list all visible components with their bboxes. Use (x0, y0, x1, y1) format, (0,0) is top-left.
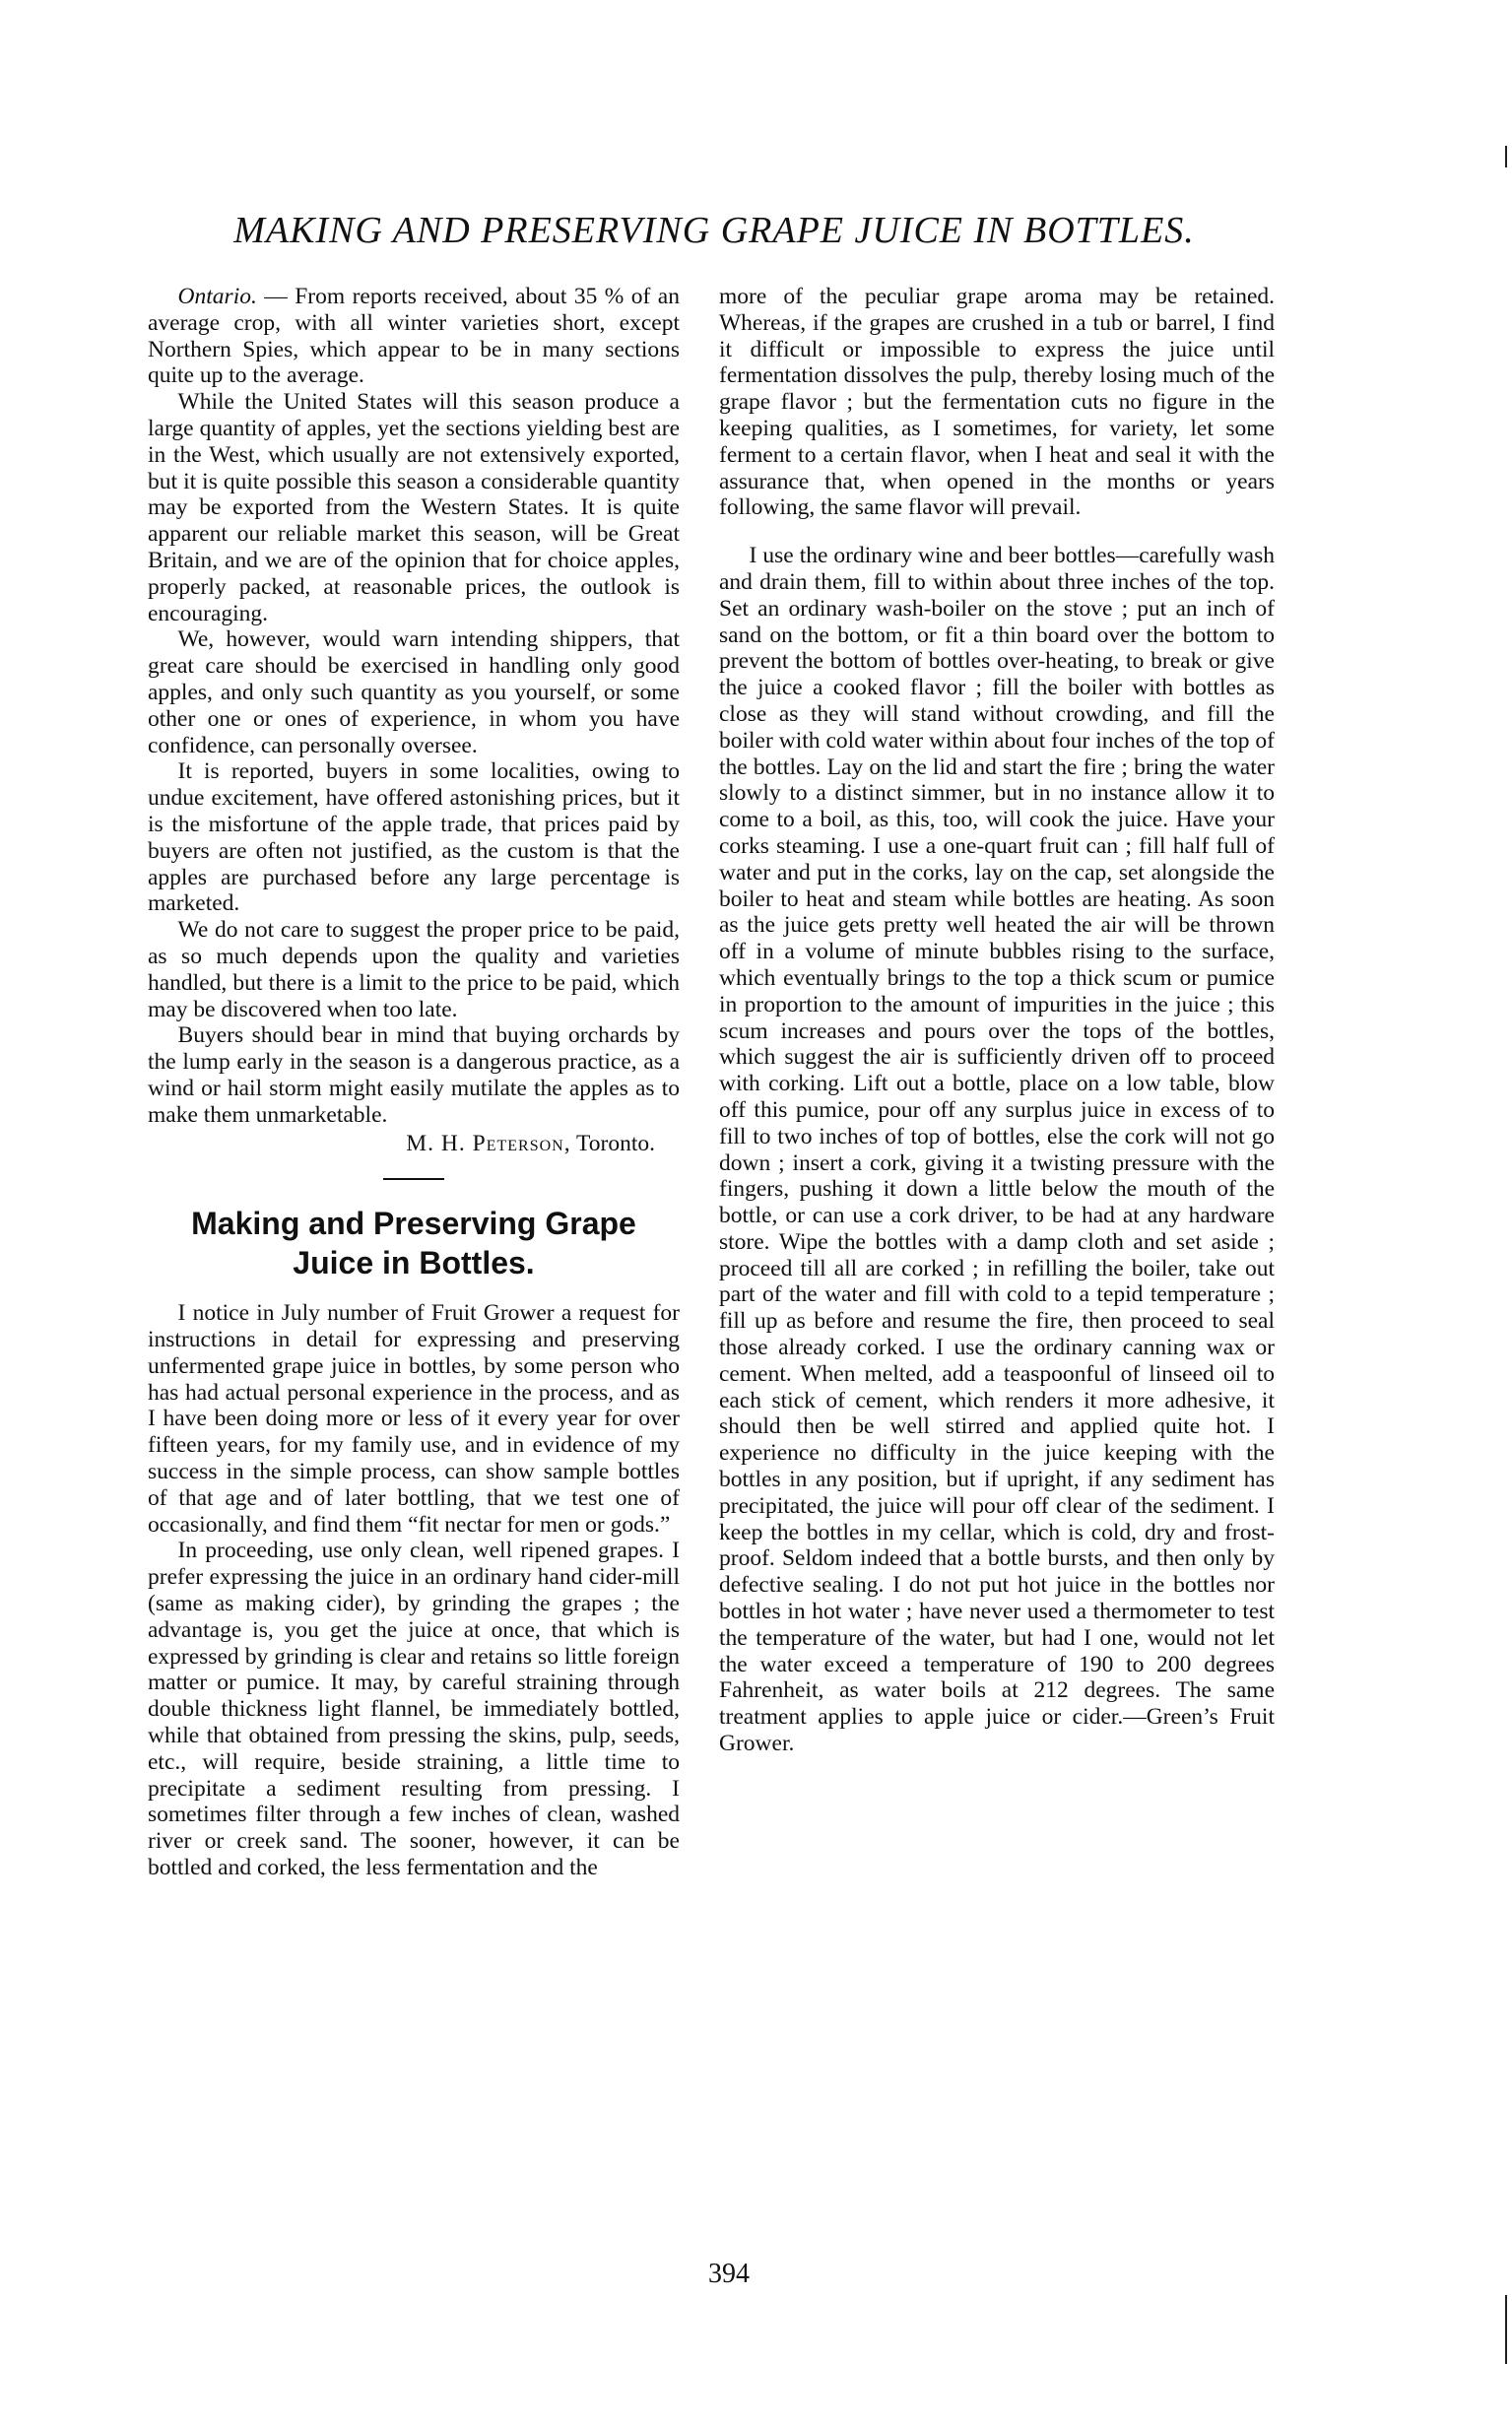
article-title-line: Making and Preserving Grape (191, 1206, 636, 1242)
section-divider (383, 1178, 444, 1180)
signature (148, 1131, 680, 1157)
scan-mark (1505, 146, 1507, 167)
page-number: 394 (708, 2259, 750, 2289)
previous-article (148, 284, 680, 1156)
paragraph: It is reported, buyers in some localities, owing to undue excitement, have offered astonishing prices, but it is the misfortune of the apple trade, that prices paid by buyers are often not justified, as the custom is that the apples are purchased before any large percentage is marketed. (148, 758, 680, 917)
paragraph: I notice in July number of Fruit Grower a request for instructions in detail for expressing and preserving unfermented grape juice in bottles, by some person who has had actual personal experience in the process, and as I have been doing more or less of it every year for over fifteen years, for my family use, and in evidence of my success in the simple process, can show sample bottles of that age and of later bottling, that we test one of occasionally, and find them “fit nectar for men or gods.” (148, 1300, 680, 1538)
right-column (719, 284, 1275, 1757)
paragraph-lead: Ontario. (177, 284, 257, 309)
scan-mark (1505, 2295, 1507, 2364)
paragraph-text: — From reports received, about 35 % of an average crop, with all winter varieties short, except Northern Spies, which appear to be in many sections quite up to the average. (148, 284, 680, 389)
paragraph: In proceeding, use only clean, well ripened grapes. I prefer expressing the juice in an ordinary hand cider-mill (same as making cider), by grinding the grapes ; the advantage is, you get the juice at once, that which is expressed by grinding is clear and retains so little foreign matter or pumice. It may, by careful straining through double thickness light flannel, be immediately bottled, while that obtained from pressing the skins, pulp, seeds, etc., will require, beside straining, a little time to precipitate a sediment resulting from pressing. I sometimes filter through a few inches of clean, washed river or creek sand. The sooner, however, it can be bottled and corked, the less fermentation and the (148, 1538, 680, 1881)
signature-name: M. H. Peterson, (406, 1130, 571, 1156)
left-column (148, 284, 680, 1881)
paragraph: We, however, would warn intending shippers, that great care should be exercised in handling only good apples, and only such quantity as you yourself, or some other one or ones of experience, in whom you have confidence, can personally oversee. (148, 626, 680, 758)
paragraph: We do not care to suggest the proper price to be paid, as so much depends upon the quality and varieties handled, but there is a limit to the price to be paid, which may be discovered when too late. (148, 917, 680, 1022)
paragraph: more of the peculiar grape aroma may be retained. Whereas, if the grapes are crushed in a tub or barrel, I find it difficult or impossible to express the juice until fermentation dissolves the pulp, thereby losing much of the grape flavor ; but the fermentation cuts no figure in the keeping qualities, as I sometimes, for variety, let some ferment to a certain flavor, when I heat and seal it with the assurance that, when opened in the months or years following, the same flavor will prevail. (719, 284, 1275, 521)
paragraph: I use the ordinary wine and beer bottles—carefully wash and drain them, fill to within about three inches of the top. Set an ordinary wash-boiler on the stove ; put an inch of sand on the bottom, or fit a thin board over the bottom to prevent the bottom of bottles over-heating, to break or give the juice a cooked flavor ; fill the boiler with bottles as close as they will stand without crowding, and fill the boiler with cold water within about four inches of the top of the bottles. Lay on the lid and start the fire ; bring the water slowly to a distinct simmer, but in no instance allow it to come to a boil, as this, too, will cook the juice. Have your corks steaming. I use a one-quart fruit can ; fill half full of water and put in the corks, lay on the cap, set alongside the boiler to heat and steam while bottles are heating. As soon as the juice gets pretty well heated the air will be thrown off in a volume of minute bubbles rising to the surface, which eventually brings to the top a thick scum or pumice in proportion to the amount of impurities in the juice ; this scum increases and pours over the tops of the bottles, which suggest the air is sufficiently driven off to proceed with corking. Lift out a bottle, place on a low table, blow off this pumice, pour off any surplus juice in excess of to fill to two inches of top of bottles, else the cork will not go down ; insert a cork, giving it a twisting pressure with the fingers, pushing it down a little below the mouth of the bottle, or can use a cork driver, to be had at any hardware store. Wipe the bottles with a damp cloth and set aside ; proceed till all are corked ; in refilling the boiler, take out part of the water and fill with cold to a tepid temperature ; fill up as before and resume the fire, then proceed to seal those already corked. I use the ordinary canning wax or cement. When melted, add a teaspoonful of linseed oil to each stick of cement, which renders it more adhesive, it should then be well stirred and applied quite hot. I experience no difficulty in the juice keeping with the bottles in any position, but if upright, if any sediment has precipitated, the juice will pour off clear of the sediment. I keep the bottles in my cellar, which is cold, dry and frost-proof. Seldom indeed that a bottle bursts, and then only by defective sealing. I do not put hot juice in the bottles nor bottles in hot water ; have never used a thermometer to test the temperature of the water, but had I one, would not let the water exceed a temperature of 190 to 200 degrees Fahrenheit, as water boils at 212 degrees. The same treatment applies to apple juice or cider.—Green’s Fruit Grower. (719, 543, 1275, 1757)
article-title-line: Juice in Bottles. (293, 1245, 535, 1281)
paragraph: Buyers should bear in mind that buying orchards by the lump early in the season is a dangerous practice, as a wind or hail storm might easily mutilate the apples as to make them unmarketable. (148, 1022, 680, 1128)
signature-place: Toronto. (576, 1130, 655, 1156)
article-title (148, 1204, 680, 1282)
paragraph (148, 284, 680, 389)
running-head: MAKING AND PRESERVING GRAPE JUICE IN BOTTLES. (233, 210, 1195, 251)
paragraph: While the United States will this season produce a large quantity of apples, yet the sections yielding best are in the West, which usually are not extensively exported, but it is quite possible this season a considerable quantity may be exported from the Western States. It is quite apparent our reliable market this season, will be Great Britain, and we are of the opinion that for choice apples, properly packed, at reasonable prices, the outlook is encouraging. (148, 389, 680, 626)
